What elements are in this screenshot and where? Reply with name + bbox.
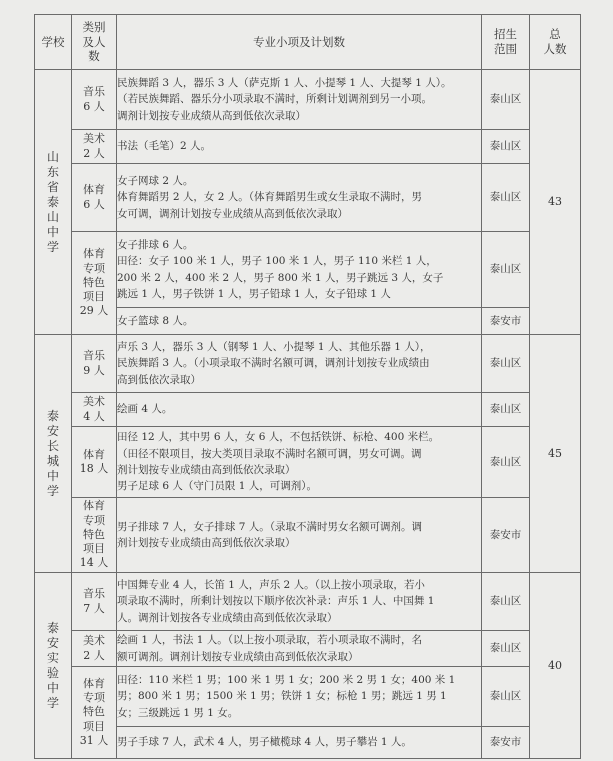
school-name: 泰安长城中学 [35, 335, 72, 573]
table-row [35, 498, 581, 573]
detail-cell: 绘画 1 人，书法 1 人。（以上按小项录取，若小项录取不满时，名 额可调剂。调剂计划按专业成绩由高到低依次录取） [117, 631, 482, 667]
school-name: 山东省泰山中学 [35, 70, 72, 335]
category-cell: 体育 专项 特色 项目 29 人 [72, 232, 117, 335]
header-area: 招生 范围 [482, 15, 530, 70]
category-cell: 美术 4 人 [72, 393, 117, 427]
area-cell: 泰安市 [482, 727, 530, 759]
area-cell: 泰山区 [482, 232, 530, 308]
area-cell: 泰山区 [482, 631, 530, 667]
detail-cell: 绘画 4 人。 [117, 393, 482, 427]
area-cell: 泰山区 [482, 335, 530, 393]
area-cell: 泰安市 [482, 308, 530, 335]
area-cell: 泰山区 [482, 667, 530, 727]
header-row [35, 15, 581, 70]
detail-cell: 书法（毛笔）2 人。 [117, 130, 482, 164]
category-cell: 音乐 9 人 [72, 335, 117, 393]
area-cell: 泰山区 [482, 70, 530, 130]
detail-cell: 民族舞蹈 3 人，器乐 3 人（萨克斯 1 人、小提琴 1 人、大提琴 1 人）。 （若民族舞蹈、器乐分小项录取不满时，所剩计划调剂到另一小项。 调剂计划按专业成绩从高到低依次录取） [117, 70, 482, 130]
detail-cell: 田径 12 人，其中男 6 人，女 6 人，不包括铁饼、标枪、400 米栏。 （田径不限项目，按大类项目录取不满时名额可调，男女可调。调 剂计划按专业成绩由高到低依次录取） 男子足球 6 人（守门员限 1 人，可调剂）。 [117, 427, 482, 498]
total-cell: 45 [530, 335, 581, 573]
header-detail: 专业小项及计划数 [117, 15, 482, 70]
area-cell: 泰山区 [482, 427, 530, 498]
school-name: 泰安实验中学 [35, 573, 72, 759]
table-row [35, 164, 581, 232]
category-cell: 音乐 6 人 [72, 70, 117, 130]
detail-cell: 女子排球 6 人。 田径：女子 100 米 1 人，男子 100 米 1 人，男子 110 米栏 1 人， 200 米 2 人，400 米 2 人，男子 800 米 1 人，男子跳远 3 人，女子 跳远 1 人，男子铁饼 1 人，男子铅球 1 人，女子铅球 1 人 [117, 232, 482, 308]
category-cell: 美术 2 人 [72, 631, 117, 667]
category-cell: 体育 专项 特色 项目 31 人 [72, 667, 117, 759]
area-cell: 泰山区 [482, 164, 530, 232]
detail-cell: 女子网球 2 人。 体育舞蹈男 2 人，女 2 人。（体育舞蹈男生或女生录取不满时，男 女可调，调剂计划按专业成绩从高到低依次录取） [117, 164, 482, 232]
detail-cell: 男子排球 7 人，女子排球 7 人。（录取不满时男女名额可调剂。调 剂计划按专业成绩由高到低依次录取） [117, 498, 482, 573]
header-category: 类别 及人 数 [72, 15, 117, 70]
table-row [35, 70, 581, 130]
header-total: 总 人数 [530, 15, 581, 70]
category-cell: 体育 18 人 [72, 427, 117, 498]
header-school: 学校 [35, 15, 72, 70]
category-cell: 音乐 7 人 [72, 573, 117, 631]
table-row [35, 308, 581, 335]
total-cell: 40 [530, 573, 581, 759]
table-row [35, 335, 581, 393]
table-row [35, 393, 581, 427]
total-cell: 43 [530, 70, 581, 335]
table-row [35, 573, 581, 631]
enrollment-plan-table [34, 14, 581, 759]
table-row [35, 631, 581, 667]
detail-cell: 男子手球 7 人，武术 4 人，男子橄榄球 4 人，男子攀岩 1 人。 [117, 727, 482, 759]
table-row [35, 232, 581, 308]
detail-cell: 中国舞专业 4 人，长笛 1 人，声乐 2 人。（以上按小项录取，若小 项录取不满时，所剩计划按以下顺序依次补录：声乐 1 人、中国舞 1 人。调剂计划按各专业成绩由高到低依次录取） [117, 573, 482, 631]
detail-cell: 田径：110 米栏 1 男；100 米 1 男 1 女；200 米 2 男 1 女；400 米 1 男；800 米 1 男；1500 米 1 男；铁饼 1 女；标枪 1 男；跳远 1 男 1 女；三级跳远 1 男 1 女。 [117, 667, 482, 727]
table-row [35, 667, 581, 727]
detail-cell: 声乐 3 人，器乐 3 人（钢琴 1 人、小提琴 1 人、其他乐器 1 人）， 民族舞蹈 3 人。（小项录取不满时名额可调，调剂计划按专业成绩由 高到低依次录取） [117, 335, 482, 393]
area-cell: 泰安市 [482, 498, 530, 573]
detail-cell: 女子篮球 8 人。 [117, 308, 482, 335]
table-row [35, 727, 581, 759]
category-cell: 体育 专项 特色 项目 14 人 [72, 498, 117, 573]
table-row [35, 130, 581, 164]
area-cell: 泰山区 [482, 573, 530, 631]
area-cell: 泰山区 [482, 130, 530, 164]
area-cell: 泰山区 [482, 393, 530, 427]
category-cell: 体育 6 人 [72, 164, 117, 232]
table-row [35, 427, 581, 498]
category-cell: 美术 2 人 [72, 130, 117, 164]
